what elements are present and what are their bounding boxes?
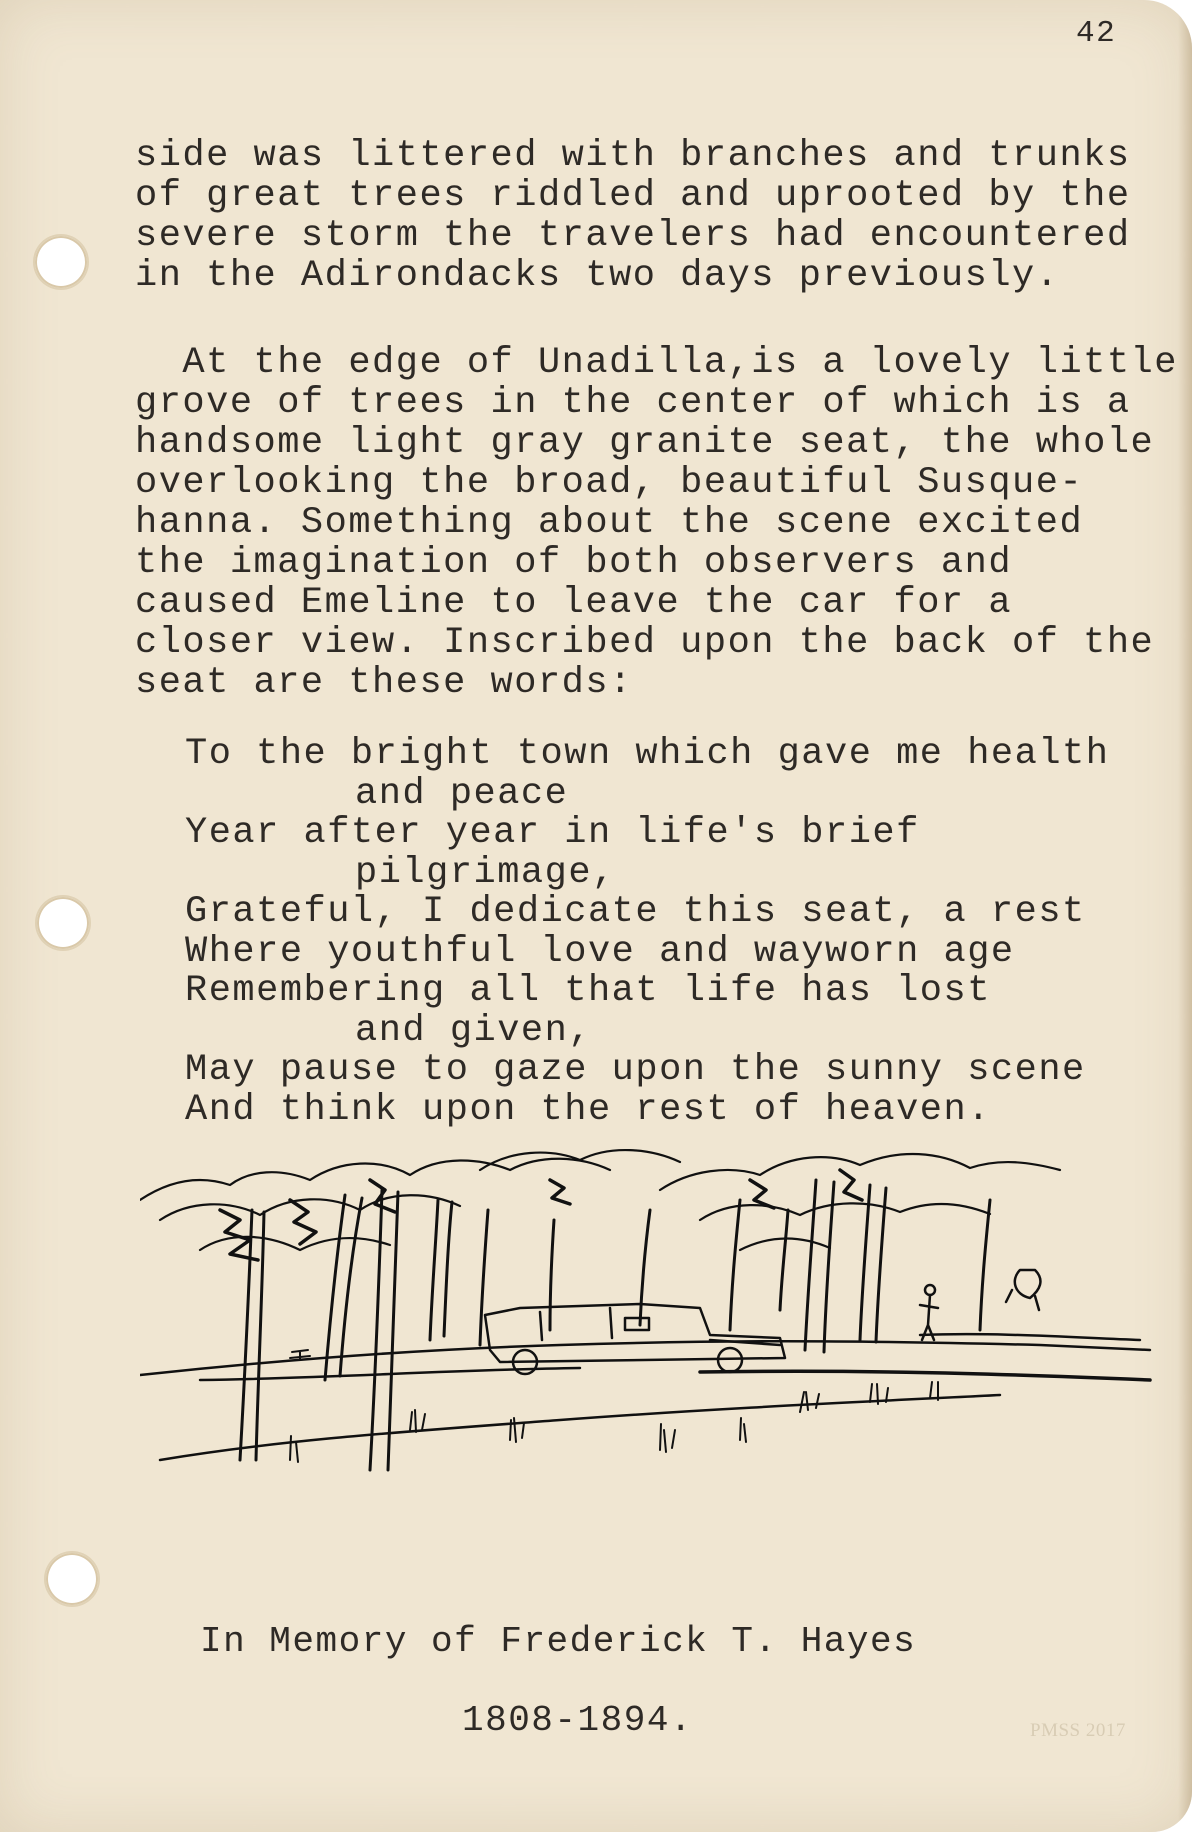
paragraph-line: At the edge of Unadilla,is a lovely little (135, 342, 1178, 384)
paragraph-line: severe storm the travelers had encountered (135, 215, 1131, 257)
sketch-shading (220, 1170, 862, 1260)
poem-line-continuation: and given, (355, 1009, 593, 1052)
sketch-tree-trunks (240, 1180, 990, 1470)
paragraph-line: seat are these words: (135, 662, 633, 704)
paragraph-line: in the Adirondacks two days previously. (135, 255, 1060, 297)
sketch-tree-foliage (140, 1150, 1060, 1250)
page-number: 42 (1076, 16, 1117, 51)
paragraph-line: overlooking the broad, beautiful Susque- (135, 462, 1084, 504)
memorial-line: In Memory of Frederick T. Hayes (200, 1621, 917, 1662)
poem-line: Year after year in life's brief (185, 812, 920, 854)
poem-line: Remembering all that life has lost (185, 970, 991, 1012)
poem-line: Grateful, I dedicate this seat, a rest (185, 891, 1086, 933)
paragraph-line: side was littered with branches and trunks (135, 135, 1131, 177)
binder-hole-bottom (46, 1553, 98, 1605)
ink-sketch-grove-with-car (140, 1140, 1160, 1540)
seat-inscription-poem (185, 735, 1109, 1130)
memorial-years: 1808-1894. (462, 1700, 694, 1741)
poem-line: To the bright town which gave me health (185, 733, 1110, 775)
sketch-car (485, 1304, 785, 1374)
poem-line-continuation: and peace (355, 772, 569, 815)
paragraph-line: of great trees riddled and uprooted by the (135, 175, 1131, 217)
paragraph-line: closer view. Inscribed upon the back of the (135, 622, 1155, 664)
paragraph-unadilla (135, 343, 1178, 703)
poem-line-continuation: pilgrimage, (355, 851, 616, 894)
paragraph-line: caused Emeline to leave the car for a (135, 582, 1013, 624)
page-edge-shadow (1178, 0, 1192, 1832)
paragraph-line: the imagination of both observers and (135, 542, 1013, 584)
sketch-grass (290, 1382, 938, 1462)
poem-line: Where youthful love and wayworn age (185, 930, 1015, 973)
paragraph-line: handsome light gray granite seat, the whole (135, 422, 1155, 464)
paragraph-storm (135, 136, 1131, 296)
binder-hole-top (35, 236, 87, 288)
paragraph-line: hanna. Something about the scene excited (135, 502, 1084, 544)
archive-watermark: PMSS 2017 (1030, 1720, 1126, 1741)
paragraph-line: grove of trees in the center of which is a (135, 382, 1131, 424)
poem-line: May pause to gaze upon the sunny scene (185, 1049, 1086, 1091)
poem-line: And think upon the rest of heaven. (185, 1088, 991, 1131)
binder-hole-middle (37, 897, 89, 949)
